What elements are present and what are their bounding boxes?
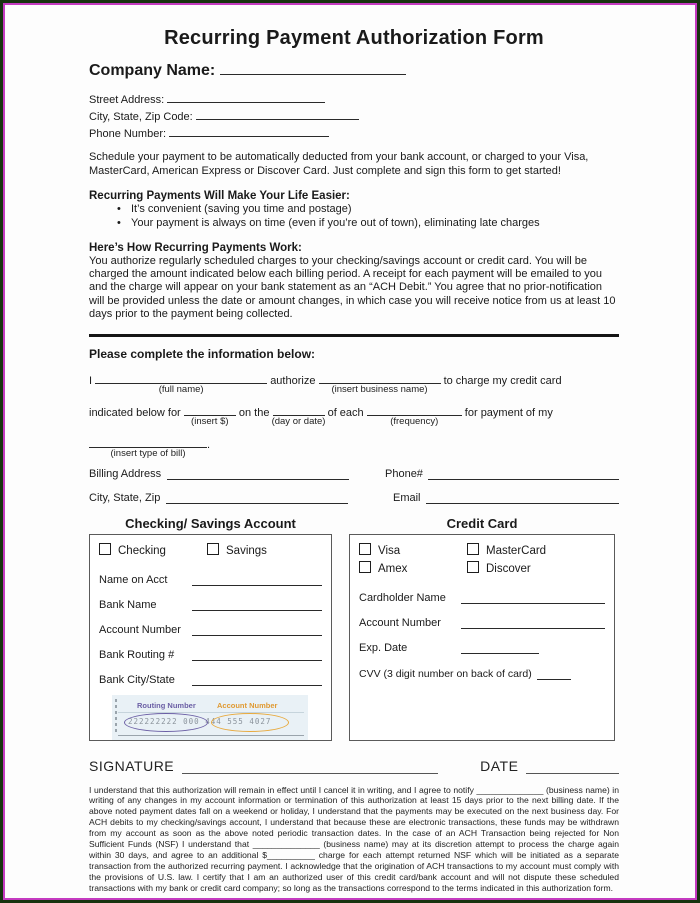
company-name-row bbox=[89, 62, 619, 80]
checking-option bbox=[99, 543, 207, 557]
city-state-zip-row bbox=[89, 107, 619, 124]
email-blank[interactable] bbox=[426, 491, 619, 504]
visa-label: Visa bbox=[378, 544, 401, 557]
discover-label: Discover bbox=[486, 562, 531, 575]
amount-hint: (insert $) bbox=[191, 415, 229, 427]
cvv-label: CVV (3 digit number on back of card) bbox=[359, 667, 532, 680]
phone-label: Phone# bbox=[385, 467, 423, 480]
city-state-zip2-blank[interactable] bbox=[166, 491, 348, 504]
amount-blank[interactable] bbox=[184, 403, 236, 416]
day-date-field bbox=[271, 403, 326, 427]
card-account-number-label: Account Number bbox=[359, 616, 441, 629]
full-name-field bbox=[95, 371, 267, 395]
billing-address-blank[interactable] bbox=[167, 467, 349, 480]
full-name-blank[interactable] bbox=[95, 371, 267, 384]
authorize-line bbox=[89, 371, 619, 395]
full-name-hint: (full name) bbox=[158, 383, 204, 395]
bullet-item: • Your payment is always on time (even if you’re out of town), eliminating late charges bbox=[89, 217, 619, 231]
phone-number-row bbox=[89, 124, 619, 141]
type-of-bill-field bbox=[89, 435, 207, 459]
company-name-blank[interactable] bbox=[220, 62, 406, 75]
bank-routing-label: Bank Routing # bbox=[99, 648, 175, 661]
city-state-zip-blank[interactable] bbox=[196, 107, 359, 120]
card-account-number-row bbox=[359, 604, 605, 629]
account-number-oval bbox=[211, 713, 289, 732]
payment-method-boxes bbox=[89, 516, 619, 741]
check-specimen-image bbox=[112, 695, 308, 740]
how-paragraph: You authorize regularly scheduled charges to your checking/savings account or credit card. You will be charged the amount indicated below each billing period. A receipt for each payment will be emailed to you and the charge will appear on your bank statement as an “ACH Debit.” You agree that no prior-notification will be provided unless the date or amount changes, in which case you will receive notice from us at least 10 days prior to the payment being collected. bbox=[89, 255, 616, 320]
type-of-bill-blank[interactable] bbox=[89, 435, 207, 448]
date-label: DATE bbox=[480, 757, 519, 774]
exp-date-blank[interactable] bbox=[461, 641, 539, 654]
on-the-text: on the bbox=[238, 406, 270, 419]
bank-account-number-row bbox=[99, 611, 322, 636]
mastercard-label: MasterCard bbox=[486, 544, 547, 557]
bank-section-box bbox=[89, 534, 332, 741]
easier-bullet-list bbox=[89, 203, 619, 230]
cardholder-name-blank[interactable] bbox=[461, 591, 605, 604]
complete-heading: Please complete the information below: bbox=[89, 346, 316, 361]
savings-label: Savings bbox=[226, 544, 267, 557]
for-payment-text: for payment of my bbox=[464, 406, 553, 419]
check-midline bbox=[118, 712, 304, 713]
day-date-hint: (day or date) bbox=[271, 415, 326, 427]
bank-city-state-row bbox=[99, 661, 322, 686]
mastercard-checkbox[interactable] bbox=[467, 543, 479, 555]
discover-option bbox=[467, 561, 531, 575]
check-baseline bbox=[118, 735, 304, 736]
company-name-label: Company Name: bbox=[89, 62, 216, 79]
card-section-heading: Credit Card bbox=[446, 515, 518, 531]
street-address-blank[interactable] bbox=[167, 90, 325, 103]
billing-phone-row bbox=[89, 467, 619, 480]
signature-label: SIGNATURE bbox=[89, 757, 175, 774]
amex-checkbox[interactable] bbox=[359, 561, 371, 573]
bank-name-blank[interactable] bbox=[192, 598, 322, 611]
street-address-label: Street Address: bbox=[89, 94, 165, 106]
indicated-below-text: indicated below for bbox=[89, 406, 181, 419]
amex-label: Amex bbox=[378, 562, 408, 575]
savings-option bbox=[207, 543, 267, 557]
exp-date-row bbox=[359, 629, 605, 654]
of-each-text: of each bbox=[327, 406, 364, 419]
signature-row bbox=[89, 758, 619, 774]
business-name-hint: (insert business name) bbox=[331, 383, 428, 395]
routing-number-oval bbox=[124, 713, 208, 732]
signature-blank[interactable] bbox=[182, 759, 438, 774]
cvv-blank[interactable] bbox=[537, 667, 571, 680]
mastercard-option bbox=[467, 543, 546, 557]
city-state-zip2-label: City, State, Zip bbox=[89, 491, 161, 504]
cardholder-name-label: Cardholder Name bbox=[359, 591, 446, 604]
billing-address-label: Billing Address bbox=[89, 467, 162, 480]
street-address-row bbox=[89, 90, 619, 107]
period-text: . bbox=[207, 438, 211, 451]
phone-number-label: Phone Number: bbox=[89, 128, 167, 140]
bank-name-row bbox=[99, 586, 322, 611]
page-title: Recurring Payment Authorization Form bbox=[164, 27, 544, 49]
day-date-blank[interactable] bbox=[273, 403, 325, 416]
bullet-item: • It’s convenient (saving you time and postage) bbox=[89, 203, 619, 217]
intro-paragraph: Schedule your payment to be automatically deducted from your bank account, or charged to your Visa, MasterCard, American Express or Discover Card. Just complete and sign this form to get started! bbox=[89, 151, 589, 177]
frequency-hint: (frequency) bbox=[390, 415, 439, 427]
check-micr-line: 222222222 000 444 555 4027 bbox=[128, 716, 272, 726]
discover-checkbox[interactable] bbox=[467, 561, 479, 573]
bank-section bbox=[89, 516, 332, 741]
payment-detail-line bbox=[89, 403, 619, 427]
bank-routing-row bbox=[99, 636, 322, 661]
checking-label: Checking bbox=[118, 544, 166, 557]
check-account-label: Account Number bbox=[217, 700, 278, 710]
bank-name-label: Bank Name bbox=[99, 598, 157, 611]
legal-fine-print: I understand that this authorization will remain in effect until I cancel it in writing, and I agree to notify ______________ (business name) in writing of any changes in my account information or termination of this authorization at least 15 days prior to the next billing date. If the above noted payment dates fall on a weekend or holiday, I understand that the payments may be executed on the next business day. For ACH debits to my checking/savings account, I understand that because these are electronic transactions, these funds may be withdrawn from my account as soon as the above noted periodic transaction dates. In the case of an ACH Transaction being rejected for Non Sufficient Funds (NSF) I understand that ______________ (business name) may at its discretion attempt to process the charge again within 30 days, and agree to an additional $__________ charge for each attempt returned NSF which will be initiated as a separate transaction from the authorized recurring payment. I acknowledge that the origination of ACH transactions to my account must comply with the provisions of U.S. law. I certify that I am an authorized user of this credit card/bank account and will not dispute these scheduled transactions with my bank or credit card company; so long as the transactions correspond to the terms indicated in this authorization form. bbox=[89, 784, 619, 893]
citystate-email-row bbox=[89, 491, 619, 504]
bank-section-heading: Checking/ Savings Account bbox=[125, 515, 296, 531]
phone-number-blank[interactable] bbox=[169, 124, 329, 137]
exp-date-label: Exp. Date bbox=[359, 641, 408, 654]
name-on-acct-label: Name on Acct bbox=[99, 573, 168, 586]
check-routing-label: Routing Number bbox=[137, 700, 196, 710]
authorize-line-prefix: I bbox=[89, 374, 93, 387]
document-inner-border bbox=[3, 3, 697, 900]
frequency-field bbox=[367, 403, 462, 427]
phone-blank[interactable] bbox=[428, 467, 619, 480]
easier-heading: Recurring Payments Will Make Your Life Easier: bbox=[89, 190, 350, 202]
card-section-box bbox=[349, 534, 615, 741]
cardholder-name-row bbox=[359, 579, 605, 604]
cvv-row bbox=[359, 654, 605, 680]
bank-city-state-blank[interactable] bbox=[192, 673, 322, 686]
bank-account-number-label: Account Number bbox=[99, 623, 181, 636]
how-heading: Here’s How Recurring Payments Work: bbox=[89, 242, 302, 254]
authorize-word: authorize bbox=[270, 374, 316, 387]
city-state-zip-label: City, State, Zip Code: bbox=[89, 111, 193, 123]
type-of-bill-hint: (insert type of bill) bbox=[110, 447, 186, 459]
savings-checkbox[interactable] bbox=[207, 543, 219, 555]
card-section bbox=[349, 516, 615, 741]
section-divider bbox=[89, 334, 619, 337]
check-edge-marks bbox=[115, 699, 117, 733]
type-of-bill-line bbox=[89, 435, 619, 459]
business-name-field bbox=[319, 371, 441, 395]
name-on-acct-blank[interactable] bbox=[192, 573, 322, 586]
amex-option bbox=[359, 561, 467, 575]
business-name-blank[interactable] bbox=[319, 371, 441, 384]
frequency-blank[interactable] bbox=[367, 403, 462, 416]
bank-city-state-label: Bank City/State bbox=[99, 673, 175, 686]
card-account-number-blank[interactable] bbox=[461, 616, 605, 629]
bank-routing-blank[interactable] bbox=[192, 648, 322, 661]
authorize-line-suffix: to charge my credit card bbox=[443, 374, 562, 387]
bank-account-number-blank[interactable] bbox=[192, 623, 322, 636]
date-blank[interactable] bbox=[526, 759, 619, 774]
visa-checkbox[interactable] bbox=[359, 543, 371, 555]
amount-field bbox=[184, 403, 236, 427]
email-label: Email bbox=[393, 491, 421, 504]
name-on-acct-row bbox=[99, 561, 322, 586]
checking-checkbox[interactable] bbox=[99, 543, 111, 555]
visa-option bbox=[359, 543, 467, 557]
